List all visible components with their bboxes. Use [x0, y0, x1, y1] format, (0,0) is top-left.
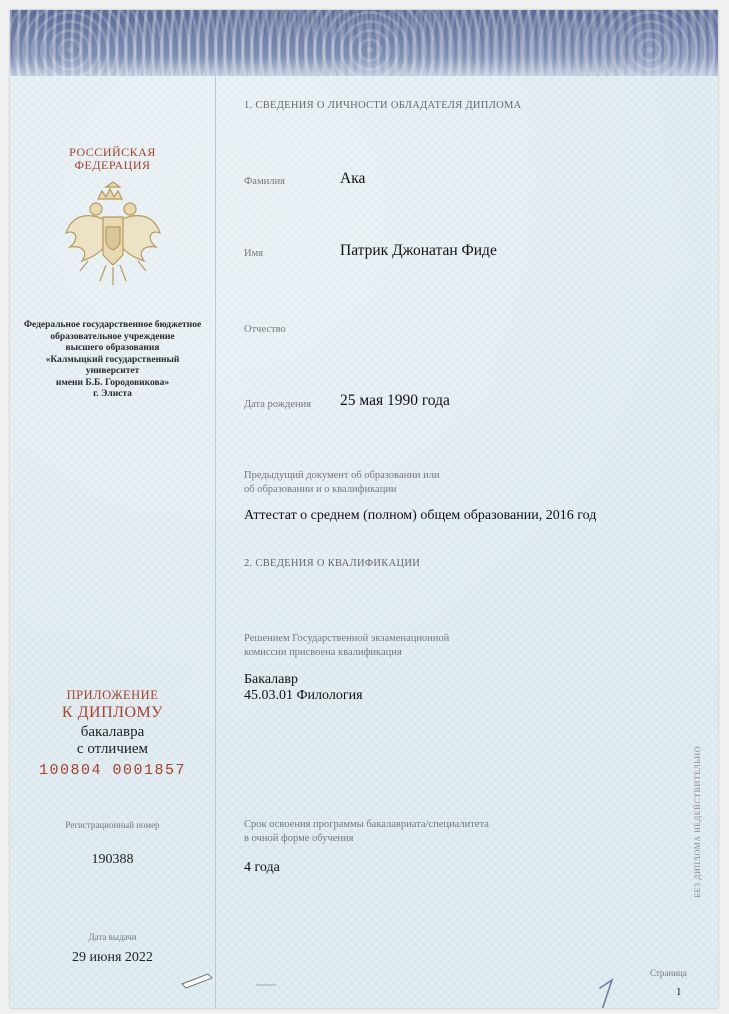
duration-label: [244, 818, 489, 846]
handwritten-page-mark: [590, 974, 624, 1008]
country-name: [10, 146, 215, 172]
decorative-top-band: [10, 10, 718, 76]
section-1-title: 1. СВЕДЕНИЯ О ЛИЧНОСТИ ОБЛАДАТЕЛЯ ДИПЛОМА: [244, 100, 522, 111]
organization-name: [20, 320, 205, 401]
qualification-program: 45.03.01 Филология: [244, 688, 363, 703]
diploma-supplement-page: [10, 10, 718, 1008]
right-column: [216, 76, 718, 1008]
org-line: Федеральное государственное бюджетное: [23, 320, 202, 330]
birth-date-label: Дата рождения: [244, 399, 312, 410]
left-column: [10, 76, 215, 1008]
surname-label: Фамилия: [244, 176, 285, 187]
previous-document-label: [244, 469, 440, 497]
double-headed-eagle-emblem-icon: [58, 181, 168, 291]
qualification-decision-label: [244, 632, 449, 660]
org-line: высшего образования: [65, 343, 160, 353]
issue-date: 29 июня 2022: [72, 950, 153, 965]
birth-date-value: 25 мая 1990 года: [340, 392, 450, 409]
registration-label: Регистрационный номер: [65, 820, 160, 830]
previous-document-value: Аттестат о среднем (полном) общем образовании, 2016 год: [244, 508, 597, 523]
surname-value: Ака: [340, 170, 366, 187]
decision-label-line: Решением Государственной экзаменационной: [244, 633, 450, 644]
degree-line: бакалавра: [80, 724, 145, 740]
name-label: Имя: [244, 248, 264, 259]
org-line: «Калмыцкий государственный университет: [45, 354, 180, 376]
org-line: имени Б.Б. Городовикова»: [55, 377, 170, 388]
country-line-2: ФЕДЕРАЦИЯ: [74, 158, 151, 172]
org-line: г. Элиста: [93, 389, 132, 399]
issue-date-label: Дата выдачи: [88, 932, 137, 942]
country-line-1: РОССИЙСКАЯ: [69, 145, 156, 159]
registration-number: 190388: [91, 852, 134, 867]
section-2-title: 2. СВЕДЕНИЯ О КВАЛИФИКАЦИИ: [244, 558, 421, 569]
qualification-degree: Бакалавр: [244, 672, 298, 687]
appendix-title: ПРИЛОЖЕНИЕ: [66, 688, 159, 702]
paper-fold-mark: [178, 960, 218, 990]
validity-side-note: БЕЗ ДИПЛОМА НЕДЕЙСТВИТЕЛЬНО: [693, 746, 702, 898]
appendix-subtitle: К ДИПЛОМУ: [61, 704, 164, 721]
small-dash-mark: [256, 984, 276, 986]
degree-honors: с отличием: [76, 741, 149, 757]
duration-label-line: Срок освоения программы бакалавриата/специалитета: [244, 819, 489, 830]
name-value: Патрик Джонатан Фиде: [340, 242, 497, 259]
prev-doc-label-line: об образовании и о квалификации: [244, 484, 397, 495]
qualification-value: [244, 672, 363, 704]
degree-type: [10, 724, 215, 758]
page-label: Страница: [650, 968, 687, 978]
duration-label-line: в очной форме обучения: [244, 833, 354, 844]
prev-doc-label-line: Предыдущий документ об образовании или: [244, 470, 440, 481]
decision-label-line: комиссии присвоена квалификация: [244, 647, 402, 658]
org-line: образовательное учреждение: [50, 331, 175, 342]
duration-value: 4 года: [244, 860, 280, 875]
page-number: 1: [676, 986, 682, 998]
patronymic-label: Отчество: [244, 324, 286, 335]
serial-number: 100804 0001857: [38, 762, 187, 779]
